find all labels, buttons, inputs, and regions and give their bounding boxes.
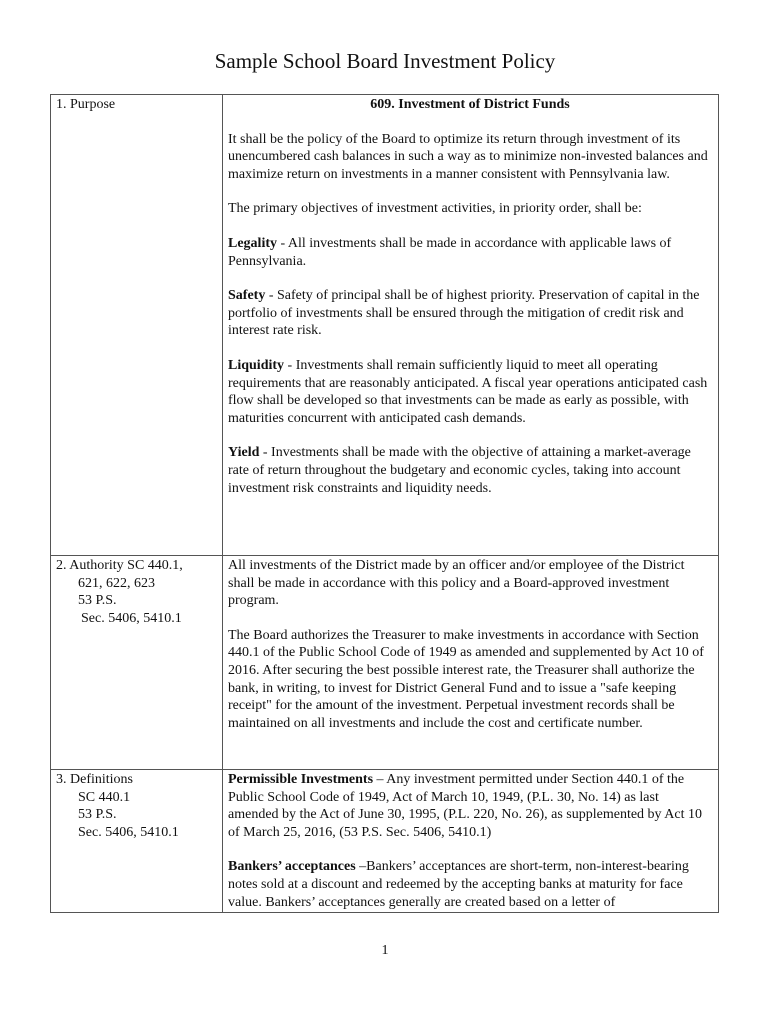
section-body-cell: [223, 770, 719, 913]
paragraph-text: The Board authorizes the Treasurer to make investments in accordance with Section 440.1 of the Public School Code of 1949 as amended and supplemented by Act 10 of 2016. After securing the best possible interest rate, the Treasurer shall authorize the bank, in writing, to invest for District General Fund and to issue a "safe keeping receipt" for the amount of the investment. Perpetual investment records shall be maintained on all investments and include the cost and certificate number.: [228, 627, 704, 731]
paragraph-text: All investments of the District made by an officer and/or employee of the District shall be made in accordance with this policy and a Board-approved investment program.: [228, 558, 685, 609]
policy-paragraph: [228, 627, 712, 733]
policy-heading: 609. Investment of District Funds: [370, 97, 570, 112]
section-row-purpose: [51, 95, 719, 556]
objective-term: Liquidity: [228, 357, 285, 373]
term-separator: -: [259, 445, 272, 461]
definition-term: Permissible Investments: [228, 772, 374, 787]
definition-permissible-investments: [228, 771, 712, 841]
objective-yield: [228, 444, 712, 497]
section-row-definitions: [51, 770, 719, 913]
section-label-citation: Sec. 5406, 5410.1: [81, 610, 182, 626]
paragraph-text: Safety of principal shall be of highest priority. Preservation of capital in the portfolio of investments shall be ensured through the mitigation of credit risk and interest rate risk.: [228, 288, 700, 339]
objective-term: Safety: [228, 288, 266, 304]
objective-legality: [228, 235, 712, 270]
term-separator: -: [277, 235, 288, 251]
paragraph-text: Any investment permitted under Section 440.1 of the Public School Code of 1949, Act of March 10, 1949, (P.L. 30, No. 14) as last amended by the Act of June 30, 1995, (P.L. 220, No. 26), as supplemented by Act 10 of March 25, 2016, (53 P.S. Sec. 5406, 5410.1): [228, 772, 702, 840]
term-separator: -: [284, 357, 296, 373]
definition-bankers-acceptances: [228, 858, 712, 911]
paragraph-text: Investments shall remain sufficiently liquid to meet all operating requirements that are reasonably anticipated. A fiscal year operations anticipated cash flow shall be developed so that investments can be made as early as possible, with maturities concurrent with anticipated cash demands.: [228, 357, 708, 426]
section-label: 3. Definitions: [56, 772, 133, 787]
objective-term: Legality: [228, 235, 277, 251]
section-label-cell: [51, 95, 223, 556]
section-body-cell: [223, 95, 719, 556]
policy-paragraph: [228, 131, 712, 184]
paragraph-text: All investments shall be made in accordance with applicable laws of Pennsylvania.: [228, 235, 672, 269]
term-separator: -: [265, 288, 277, 304]
section-label-citation: 53 P.S.: [78, 807, 117, 823]
definition-term: Bankers’ acceptances: [228, 859, 356, 875]
section-label: 2. Authority SC 440.1,: [56, 558, 183, 573]
term-separator: –: [373, 772, 387, 787]
policy-paragraph: [228, 557, 712, 610]
objective-term: Yield: [228, 445, 260, 461]
policy-paragraph: [228, 200, 712, 218]
section-label-cell: [51, 556, 223, 770]
section-label-citation: SC 440.1: [78, 789, 131, 805]
section-label: 1. Purpose: [56, 97, 116, 112]
section-label-citation: 53 P.S.: [78, 593, 117, 609]
section-label-citation: Sec. 5406, 5410.1: [78, 824, 179, 840]
section-body-cell: [223, 556, 719, 770]
section-row-authority: [51, 556, 719, 770]
paragraph-text: Bankers’ acceptances are short-term, non-interest-bearing notes sold at a discount and redeemed by the accepting banks at maturity for face value. Bankers’ acceptances generally are created based on a letter of: [228, 859, 689, 910]
document-title: Sample School Board Investment Policy: [214, 49, 556, 73]
section-label-cell: [51, 770, 223, 913]
section-label-citation: 621, 622, 623: [78, 575, 155, 591]
paragraph-text: The primary objectives of investment activities, in priority order, shall be:: [228, 201, 642, 217]
page-number: 1: [381, 943, 389, 958]
policy-table: [50, 94, 719, 913]
term-separator: –: [355, 859, 367, 875]
objective-liquidity: [228, 357, 712, 427]
paragraph-text: Investments shall be made with the objective of attaining a market-average rate of return throughout the budgetary and economic cycles, taking into account investment risk constraints and liquidity needs.: [228, 445, 691, 496]
objective-safety: [228, 287, 712, 340]
paragraph-text: It shall be the policy of the Board to optimize its return through investment of its unencumbered cash balances in such a way as to minimize non-invested balances and maximize return on investments in a manner consistent with Pennsylvania law.: [228, 131, 708, 182]
